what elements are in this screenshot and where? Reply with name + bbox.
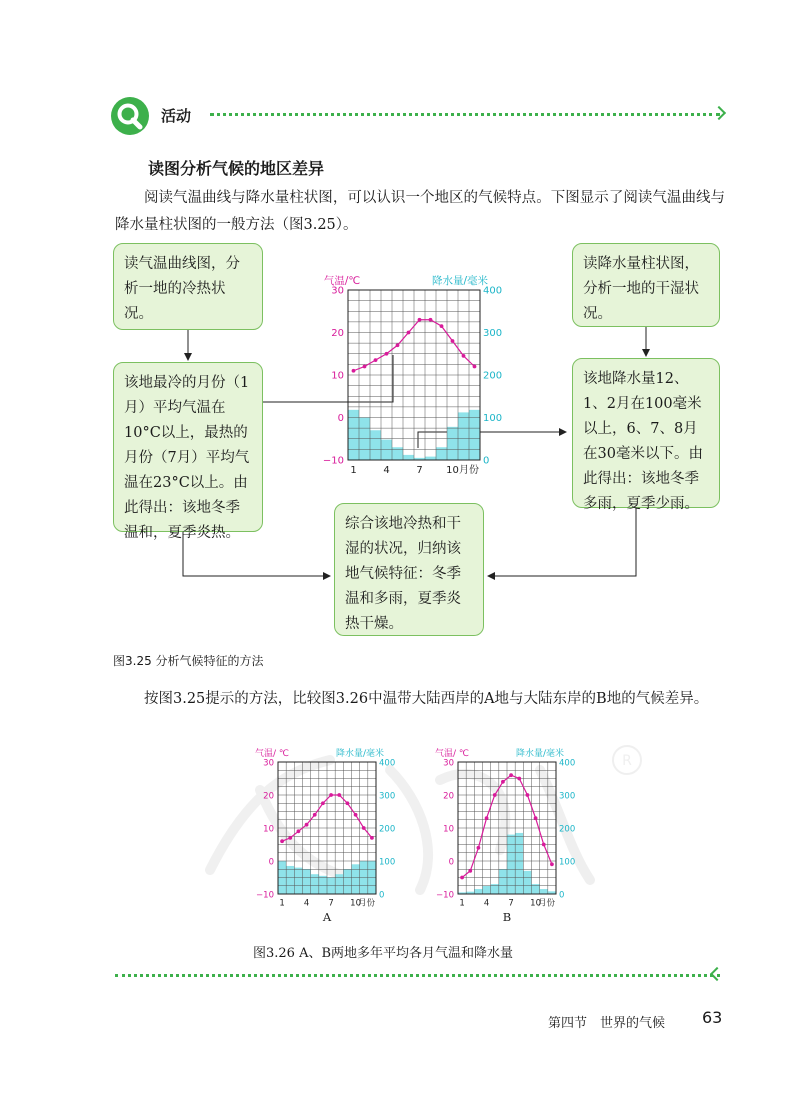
chevron-right-icon [712,106,726,120]
left-tick-label: −10 [256,890,274,901]
x-tick-label: 1 [350,465,357,476]
left-tick-label: 30 [331,285,344,297]
x-tick-label: 4 [303,898,310,909]
precip-bar-6 [403,455,414,460]
temp-point-7 [418,318,422,322]
precip-bar-2 [286,866,294,894]
right-tick-label: 200 [559,824,576,835]
right-tick-label: 400 [483,285,503,297]
precip-bar-3 [474,889,482,894]
temp-point-4 [485,816,489,820]
temp-point-11 [542,843,546,847]
temp-point-6 [321,801,325,805]
precip-bar-9 [523,871,531,894]
temp-point-11 [362,826,366,830]
chart-label-B: B [502,910,512,924]
temp-point-2 [468,869,472,873]
precip-bar-4 [381,440,392,460]
left-tick-label: 0 [268,857,274,868]
precip-bar-7 [507,835,515,894]
temp-point-1 [352,369,356,373]
right-axis-title: 降水量/毫米 [335,749,384,759]
left-tick-label: 30 [263,758,274,769]
x-tick-label: 4 [483,898,490,909]
right-tick-label: 100 [559,857,576,868]
chart-label-A: A [322,910,332,924]
temp-point-10 [451,339,455,343]
left-tick-label: 0 [337,413,344,424]
left-tick-label: 20 [331,328,344,339]
x-axis-label: 月份 [537,898,555,909]
x-tick-label: 1 [279,898,285,909]
right-tick-label: 0 [559,890,565,901]
temp-point-2 [288,836,292,840]
footer-dotted-divider [115,974,720,977]
climate-chart-a [240,740,420,924]
temp-point-9 [526,793,530,797]
right-tick-label: 100 [379,857,396,868]
precip-bar-5 [311,874,319,894]
x-tick-label: 7 [416,465,423,476]
temp-point-1 [280,839,284,843]
figure-326-caption: 图3.26 A、B两地多年平均各月气温和降水量 [253,946,514,961]
right-tick-label: 0 [379,890,385,901]
precip-bar-6 [319,876,327,894]
climate-chart-b [420,740,600,924]
right-tick-label: 0 [483,455,490,467]
x-tick-label: 7 [328,898,334,909]
temp-point-12 [550,862,554,866]
question-paragraph: 按图3.25提示的方法，比较图3.26中温带大陆西岸的A地与大陆东岸的B地的气候差异。 [144,691,709,707]
temp-point-4 [305,823,309,827]
temp-point-6 [501,780,505,784]
x-tick-label: 10 [446,465,459,476]
temp-point-12 [473,365,477,369]
footer-section-title: 第四节 世界的气候 [548,1016,666,1031]
temp-point-12 [370,836,374,840]
precip-bar-11 [540,889,548,894]
right-tick-label: 300 [483,328,503,339]
activity-magnifier-icon [110,96,150,136]
left-tick-label: 10 [443,824,454,835]
left-tick-label: 0 [448,857,454,868]
right-axis-title: 降水量/毫米 [515,749,564,759]
right-axis-title: 降水量/毫米 [431,275,488,287]
x-tick-label: 7 [508,898,514,909]
temp-point-3 [297,829,301,833]
left-tick-label: −10 [436,890,454,901]
precipitation-result-box: 该地降水量12、1、2月在100毫米以上，6、7、8月在30毫米以下。由此得出：该地冬季多雨，夏季少雨。 [572,358,720,508]
temp-point-8 [429,318,433,322]
precip-bar-10 [447,427,458,460]
left-axis-title: 气温/ ℃ [254,749,290,759]
temp-point-1 [460,876,464,880]
x-axis-label: 月份 [459,465,479,476]
right-tick-label: 400 [379,758,396,769]
right-tick-label: 100 [483,413,503,424]
temp-point-4 [385,352,389,356]
chevron-left-icon [710,967,724,981]
precip-bar-8 [515,833,523,894]
temp-point-10 [354,813,358,817]
climate-chart-fig325 [300,265,530,480]
right-tick-label: 200 [483,370,503,382]
x-axis-label: 月份 [357,898,375,909]
precip-bar-3 [294,868,302,894]
left-tick-label: 10 [263,824,274,835]
precip-bar-3 [370,430,381,460]
temp-point-8 [517,777,521,781]
read-temperature-box: 读气温曲线图，分析一地的冷热状况。 [113,243,263,330]
temp-point-8 [337,793,341,797]
precip-bar-4 [483,886,491,894]
precip-bar-4 [303,869,311,894]
temp-point-9 [440,324,444,328]
temp-point-10 [534,816,538,820]
right-tick-label: 200 [379,824,396,835]
temp-point-2 [363,365,367,369]
left-axis-title: 气温/℃ [323,275,361,287]
temp-point-7 [509,773,513,777]
x-tick-label: 4 [383,465,390,476]
temp-point-5 [493,793,497,797]
figure-325-caption: 图3.25 分析气候特征的方法 [113,654,264,668]
x-tick-label: 1 [459,898,465,909]
right-tick-label: 300 [379,791,396,802]
left-tick-label: 20 [443,791,454,802]
x-tick-label: 10 [350,898,361,909]
left-tick-label: 20 [263,791,274,802]
right-tick-label: 400 [559,758,576,769]
temp-point-3 [374,358,378,362]
page-number: 63 [702,1008,723,1027]
read-precipitation-box: 读降水量柱状图，分析一地的干湿状况。 [572,243,720,327]
temp-point-6 [407,331,411,335]
temp-point-3 [477,846,481,850]
temp-point-7 [329,793,333,797]
intro-paragraph: 阅读气温曲线与降水量柱状图，可以认识一个地区的气候特点。下图显示了阅读气温曲线与降水量柱状图的一般方法（图3.25）。 [115,190,725,233]
svg-text:R: R [622,753,632,769]
left-tick-label: 30 [443,758,454,769]
temperature-result-box: 该地最冷的月份（1月）平均气温在10°C以上，最热的月份（7月）平均气温在23°C以上。由此得出：该地冬季温和，夏季炎热。 [113,362,263,532]
temp-point-11 [462,354,466,358]
section-title: 读图分析气候的地区差异 [148,159,325,178]
temp-point-5 [313,813,317,817]
activity-label: 活动 [161,107,192,125]
precip-bar-8 [425,457,436,460]
left-axis-title: 气温/ ℃ [434,749,470,759]
climate-summary-box: 综合该地冷热和干湿的状况，归纳该地气候特征：冬季温和多雨，夏季炎热干燥。 [334,503,484,636]
precip-bar-9 [343,869,351,894]
temp-point-9 [346,801,350,805]
left-tick-label: −10 [322,455,344,467]
right-tick-label: 300 [559,791,576,802]
header-dotted-divider [210,113,720,116]
temp-point-5 [396,343,400,347]
precip-bar-6 [499,869,507,894]
precip-bar-11 [458,412,469,460]
left-tick-label: 10 [331,370,344,382]
x-tick-label: 10 [530,898,541,909]
precip-bar-8 [335,874,343,894]
precip-bar-10 [352,864,360,894]
